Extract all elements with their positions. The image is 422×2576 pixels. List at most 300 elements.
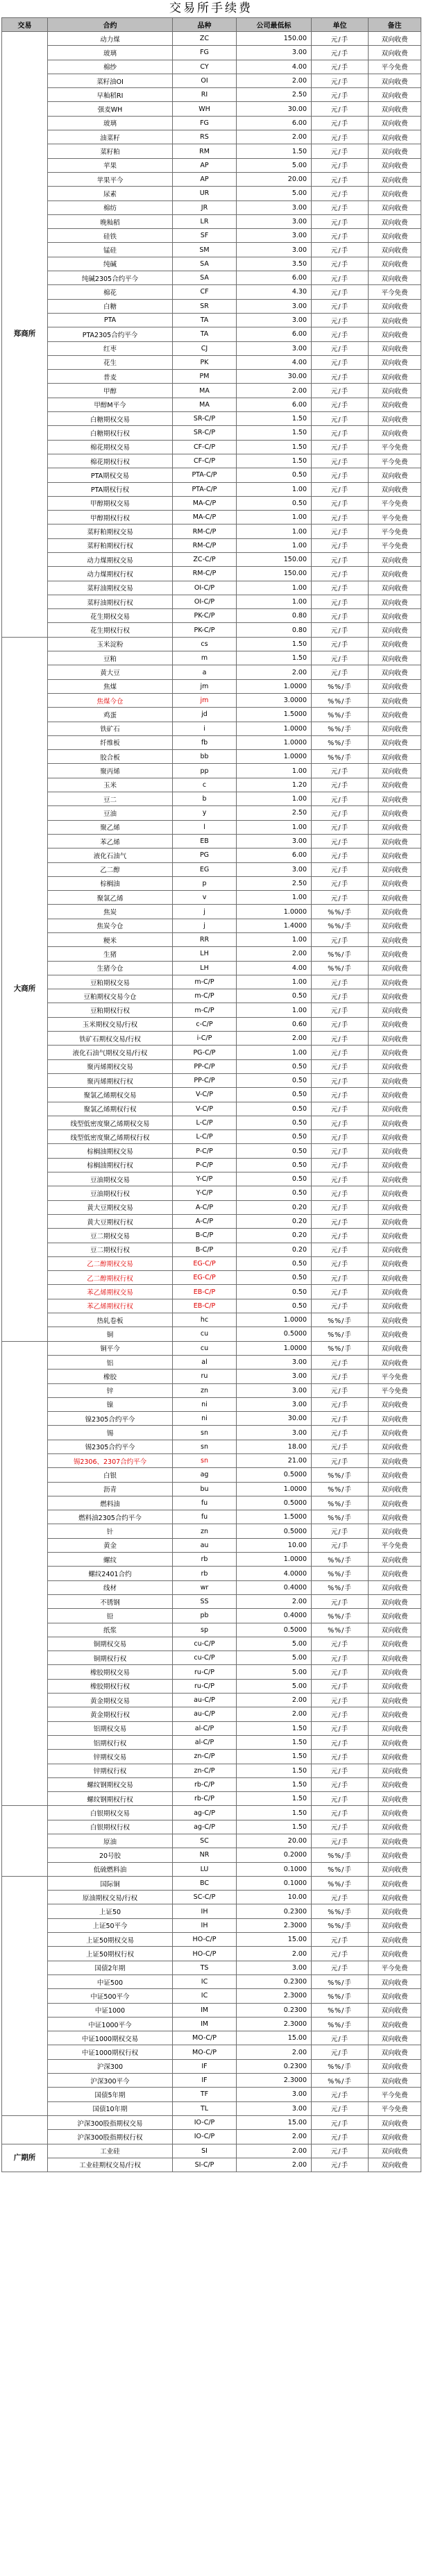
fee-sheet	[1, 0, 421, 2172]
product-code-cell: A-C/P	[173, 1214, 237, 1228]
unit-cell: %%/手	[312, 1496, 369, 1510]
contract-cell: 晚籼稻	[48, 214, 173, 228]
product-code-cell: sn	[173, 1440, 237, 1453]
unit-cell: 元/手	[312, 74, 369, 87]
unit-cell: 元/手	[312, 792, 369, 806]
min-fee-cell: 6.00	[237, 271, 312, 285]
note-cell: 双向收费	[369, 2158, 421, 2172]
min-fee-cell: 15.00	[237, 2115, 312, 2129]
product-code-cell: NR	[173, 1848, 237, 1862]
min-fee-cell: 15.00	[237, 1933, 312, 1947]
table-row	[2, 341, 421, 355]
unit-cell: %%/手	[312, 905, 369, 919]
fee-table	[1, 17, 421, 2172]
contract-cell: 聚氯乙烯	[48, 891, 173, 905]
table-row	[2, 1553, 421, 1567]
table-row	[2, 74, 421, 87]
table-row	[2, 947, 421, 961]
table-row	[2, 2017, 421, 2031]
min-fee-cell: 0.50	[237, 496, 312, 510]
min-fee-cell: 3.00	[237, 1355, 312, 1369]
table-row	[2, 412, 421, 426]
contract-cell: 菜籽粕	[48, 144, 173, 158]
table-row	[2, 679, 421, 693]
min-fee-cell: 0.80	[237, 609, 312, 623]
contract-cell: 黄金期权交易	[48, 1694, 173, 1707]
min-fee-cell: 3.00	[237, 214, 312, 228]
table-row	[2, 440, 421, 454]
note-cell: 双向收费	[369, 187, 421, 201]
table-row	[2, 60, 421, 74]
product-code-cell: P-C/P	[173, 1158, 237, 1172]
table-row	[2, 214, 421, 228]
unit-cell: %%/手	[312, 2059, 369, 2073]
note-cell: 双向收费	[369, 1130, 421, 1144]
unit-cell: 元/手	[312, 271, 369, 285]
unit-cell: 元/手	[312, 398, 369, 411]
table-row	[2, 482, 421, 496]
unit-cell: 元/手	[312, 1834, 369, 1848]
product-code-cell: c-C/P	[173, 1017, 237, 1031]
product-code-cell: bu	[173, 1482, 237, 1496]
unit-cell: 元/手	[312, 1594, 369, 1608]
note-cell: 双向收费	[369, 623, 421, 637]
product-code-cell: V-C/P	[173, 1088, 237, 1102]
note-cell: 双向收费	[369, 1327, 421, 1341]
note-cell: 双向收费	[369, 1862, 421, 1876]
product-code-cell: SA	[173, 257, 237, 271]
table-row	[2, 820, 421, 834]
note-cell: 平今免费	[369, 1961, 421, 1974]
min-fee-cell: 1.0000	[237, 1341, 312, 1355]
product-code-cell: EB-C/P	[173, 1299, 237, 1313]
unit-cell: %%/手	[312, 735, 369, 749]
note-cell: 双向收费	[369, 848, 421, 862]
contract-cell: 棉花期权交易	[48, 440, 173, 454]
product-code-cell: LH	[173, 961, 237, 975]
unit-cell: 元/手	[312, 1538, 369, 1552]
note-cell: 双向收费	[369, 2031, 421, 2045]
product-code-cell: A-C/P	[173, 1200, 237, 1214]
contract-cell: 豆二期权行权	[48, 1243, 173, 1256]
note-cell: 双向收费	[369, 764, 421, 778]
note-cell: 双向收费	[369, 735, 421, 749]
note-cell: 平今免费	[369, 60, 421, 74]
product-code-cell: MA	[173, 384, 237, 398]
note-cell: 双向收费	[369, 412, 421, 426]
min-fee-cell: 0.5000	[237, 1496, 312, 1510]
product-code-cell: m-C/P	[173, 1003, 237, 1017]
min-fee-cell: 1.00	[237, 524, 312, 538]
table-row	[2, 834, 421, 848]
unit-cell: 元/手	[312, 1777, 369, 1791]
unit-cell: 元/手	[312, 1651, 369, 1665]
product-code-cell: ZC-C/P	[173, 552, 237, 566]
product-code-cell: PK-C/P	[173, 623, 237, 637]
note-cell: 双向收费	[369, 1200, 421, 1214]
note-cell: 双向收费	[369, 1412, 421, 1426]
note-cell: 双向收费	[369, 214, 421, 228]
table-row	[2, 1750, 421, 1764]
min-fee-cell: 2.50	[237, 806, 312, 820]
unit-cell: 元/手	[312, 2045, 369, 2059]
table-row	[2, 862, 421, 876]
unit-cell: 元/手	[312, 313, 369, 327]
unit-cell: 元/手	[312, 891, 369, 905]
note-cell: 双向收费	[369, 1891, 421, 1904]
table-row	[2, 2130, 421, 2144]
note-cell: 双向收费	[369, 581, 421, 595]
table-row	[2, 975, 421, 989]
contract-cell: 铜期权交易	[48, 1637, 173, 1650]
min-fee-cell: 2.00	[237, 1032, 312, 1046]
note-cell: 双向收费	[369, 144, 421, 158]
note-cell: 双向收费	[369, 862, 421, 876]
contract-cell: 菜籽油期权行权	[48, 595, 173, 608]
table-row	[2, 806, 421, 820]
note-cell: 双向收费	[369, 1694, 421, 1707]
table-row	[2, 1412, 421, 1426]
contract-cell: 锡	[48, 1426, 173, 1440]
table-row	[2, 792, 421, 806]
unit-cell: 元/手	[312, 482, 369, 496]
table-row	[2, 2115, 421, 2129]
product-code-cell: MA-C/P	[173, 511, 237, 524]
table-row	[2, 1961, 421, 1974]
min-fee-cell: 1.00	[237, 933, 312, 947]
min-fee-cell: 0.50	[237, 1256, 312, 1270]
contract-cell: 中证500	[48, 1974, 173, 1988]
note-cell: 平今免费	[369, 511, 421, 524]
min-fee-cell: 0.5000	[237, 1327, 312, 1341]
note-cell: 双向收费	[369, 806, 421, 820]
min-fee-cell: 0.5000	[237, 1468, 312, 1482]
min-fee-cell: 2.50	[237, 876, 312, 890]
note-cell: 双向收费	[369, 1116, 421, 1129]
min-fee-cell: 3.00	[237, 299, 312, 313]
product-code-cell: PG-C/P	[173, 1046, 237, 1059]
product-code-cell: HO-C/P	[173, 1947, 237, 1961]
note-cell: 双向收费	[369, 1721, 421, 1735]
table-row	[2, 665, 421, 679]
product-code-cell: IM	[173, 2017, 237, 2031]
note-cell: 双向收费	[369, 595, 421, 608]
note-cell: 双向收费	[369, 1186, 421, 1200]
note-cell: 双向收费	[369, 271, 421, 285]
product-code-cell: hc	[173, 1313, 237, 1327]
min-fee-cell: 2.00	[237, 1594, 312, 1608]
table-row	[2, 919, 421, 932]
unit-cell: 元/手	[312, 355, 369, 369]
table-row	[2, 1341, 421, 1355]
note-cell: 双向收费	[369, 1834, 421, 1848]
min-fee-cell: 0.50	[237, 1144, 312, 1158]
note-cell: 双向收费	[369, 1792, 421, 1806]
min-fee-cell: 5.00	[237, 1665, 312, 1679]
min-fee-cell: 6.00	[237, 327, 312, 341]
table-row	[2, 1003, 421, 1017]
min-fee-cell: 2.50	[237, 88, 312, 102]
contract-cell: 国债10年期	[48, 2101, 173, 2115]
unit-cell: %%/手	[312, 750, 369, 764]
unit-cell: %%/手	[312, 708, 369, 722]
unit-cell: 元/手	[312, 2031, 369, 2045]
product-code-cell: al	[173, 1355, 237, 1369]
note-cell: 双向收费	[369, 679, 421, 693]
product-code-cell: cu	[173, 1341, 237, 1355]
unit-cell: %%/手	[312, 693, 369, 707]
header-product: 品种	[173, 18, 237, 32]
product-code-cell: L-C/P	[173, 1116, 237, 1129]
contract-cell: 铝期权行权	[48, 1735, 173, 1749]
unit-cell: 元/手	[312, 1046, 369, 1059]
note-cell: 双向收费	[369, 1989, 421, 2003]
product-code-cell: SF	[173, 229, 237, 243]
product-code-cell: au-C/P	[173, 1707, 237, 1721]
table-row	[2, 722, 421, 735]
product-code-cell: fb	[173, 735, 237, 749]
contract-cell: 苯乙烯	[48, 834, 173, 848]
contract-cell: 中证1000	[48, 2003, 173, 2017]
product-code-cell: ni	[173, 1412, 237, 1426]
note-cell: 双向收费	[369, 1453, 421, 1467]
min-fee-cell: 1.00	[237, 764, 312, 778]
table-row	[2, 1609, 421, 1623]
note-cell: 双向收费	[369, 1637, 421, 1650]
note-cell: 双向收费	[369, 130, 421, 144]
min-fee-cell: 20.00	[237, 1834, 312, 1848]
product-code-cell: EB	[173, 834, 237, 848]
note-cell: 双向收费	[369, 201, 421, 214]
table-row	[2, 961, 421, 975]
note-cell: 双向收费	[369, 1567, 421, 1580]
unit-cell: 元/手	[312, 1721, 369, 1735]
product-code-cell: rb	[173, 1567, 237, 1580]
table-row	[2, 989, 421, 1003]
table-row	[2, 1059, 421, 1073]
header-note: 备注	[369, 18, 421, 32]
table-row	[2, 1918, 421, 1932]
unit-cell: %%/手	[312, 1580, 369, 1594]
unit-cell: 元/手	[312, 1933, 369, 1947]
min-fee-cell: 5.00	[237, 1679, 312, 1693]
min-fee-cell: 1.00	[237, 792, 312, 806]
unit-cell: 元/手	[312, 341, 369, 355]
unit-cell: 元/手	[312, 1017, 369, 1031]
note-cell: 双向收费	[369, 1032, 421, 1046]
unit-cell: %%/手	[312, 1510, 369, 1524]
table-row	[2, 693, 421, 707]
contract-cell: 白银期权行权	[48, 1820, 173, 1834]
contract-cell: 乙二醇	[48, 862, 173, 876]
table-row	[2, 1510, 421, 1524]
product-code-cell: jm	[173, 693, 237, 707]
min-fee-cell: 1.5000	[237, 708, 312, 722]
note-cell: 双向收费	[369, 1073, 421, 1087]
note-cell: 双向收费	[369, 1553, 421, 1567]
contract-cell: 动力煤期权行权	[48, 567, 173, 581]
contract-cell: 上证50期权交易	[48, 1933, 173, 1947]
table-row	[2, 46, 421, 60]
contract-cell: 螺纹	[48, 1553, 173, 1567]
unit-cell: %%/手	[312, 1341, 369, 1355]
unit-cell: %%/手	[312, 1327, 369, 1341]
product-code-cell: PTA-C/P	[173, 482, 237, 496]
contract-cell: 中证1000平今	[48, 2017, 173, 2031]
table-row	[2, 1876, 421, 1890]
unit-cell: 元/手	[312, 1116, 369, 1129]
unit-cell: 元/手	[312, 1130, 369, 1144]
unit-cell: 元/手	[312, 975, 369, 989]
product-code-cell: IO-C/P	[173, 2130, 237, 2144]
contract-cell: 工业硅	[48, 2144, 173, 2158]
min-fee-cell: 0.50	[237, 1271, 312, 1285]
min-fee-cell: 0.50	[237, 1102, 312, 1116]
table-row	[2, 1651, 421, 1665]
table-row	[2, 1229, 421, 1243]
table-row	[2, 1256, 421, 1270]
contract-cell: 橡胶期权行权	[48, 1679, 173, 1693]
table-row	[2, 1735, 421, 1749]
contract-cell: 聚氯乙烯期权交易	[48, 1088, 173, 1102]
table-row	[2, 1580, 421, 1594]
min-fee-cell: 1.50	[237, 651, 312, 665]
contract-cell: 豆油期权行权	[48, 1186, 173, 1200]
header-row	[2, 18, 421, 32]
min-fee-cell: 1.50	[237, 637, 312, 651]
contract-cell: 线材	[48, 1580, 173, 1594]
product-code-cell: SS	[173, 1594, 237, 1608]
contract-cell: 早籼稻RI	[48, 88, 173, 102]
min-fee-cell: 3.00	[237, 229, 312, 243]
note-cell: 双向收费	[369, 341, 421, 355]
contract-cell: 白糖期权行权	[48, 426, 173, 440]
contract-cell: 甲醇期权行权	[48, 511, 173, 524]
table-row	[2, 1355, 421, 1369]
contract-cell: 铜期权行权	[48, 1651, 173, 1665]
contract-cell: 乙二醇期权行权	[48, 1271, 173, 1285]
product-code-cell: FG	[173, 46, 237, 60]
unit-cell: 元/手	[312, 116, 369, 130]
contract-cell: 白糖	[48, 299, 173, 313]
min-fee-cell: 0.50	[237, 1158, 312, 1172]
min-fee-cell: 4.00	[237, 60, 312, 74]
min-fee-cell: 3.00	[237, 201, 312, 214]
contract-cell: 普麦	[48, 370, 173, 384]
product-code-cell: RM-C/P	[173, 524, 237, 538]
unit-cell: %%/手	[312, 961, 369, 975]
table-row	[2, 1538, 421, 1552]
table-row	[2, 1891, 421, 1904]
min-fee-cell: 15.00	[237, 2031, 312, 2045]
min-fee-cell: 10.00	[237, 1538, 312, 1552]
min-fee-cell: 20.00	[237, 172, 312, 186]
product-code-cell: SR-C/P	[173, 426, 237, 440]
contract-cell: 不锈钢	[48, 1594, 173, 1608]
unit-cell: 元/手	[312, 1397, 369, 1411]
exchange-cell: 大商所	[2, 637, 48, 1341]
contract-cell: 苯乙烯期权交易	[48, 1285, 173, 1299]
note-cell: 双向收费	[369, 1974, 421, 1988]
table-row	[2, 1933, 421, 1947]
note-cell: 双向收费	[369, 1299, 421, 1313]
exchange-cell	[2, 1806, 48, 1876]
table-row	[2, 1468, 421, 1482]
product-code-cell: Y-C/P	[173, 1186, 237, 1200]
product-code-cell: zn-C/P	[173, 1764, 237, 1777]
note-cell: 双向收费	[369, 229, 421, 243]
product-code-cell: PTA-C/P	[173, 468, 237, 482]
min-fee-cell: 1.00	[237, 975, 312, 989]
contract-cell: 螺纹钢期权行权	[48, 1792, 173, 1806]
table-row	[2, 623, 421, 637]
contract-cell: 白银期权交易	[48, 1806, 173, 1820]
product-code-cell: CF-C/P	[173, 454, 237, 468]
product-code-cell: AP	[173, 158, 237, 172]
contract-cell: 中证1000期权交易	[48, 2031, 173, 2045]
table-row	[2, 595, 421, 608]
unit-cell: 元/手	[312, 1073, 369, 1087]
contract-cell: 线型低密度聚乙烯期权交易	[48, 1116, 173, 1129]
min-fee-cell: 4.00	[237, 961, 312, 975]
note-cell: 双向收费	[369, 637, 421, 651]
min-fee-cell: 10.00	[237, 1891, 312, 1904]
table-row	[2, 1679, 421, 1693]
min-fee-cell: 0.50	[237, 1130, 312, 1144]
exchange-cell: 郑商所	[2, 32, 48, 638]
unit-cell: 元/手	[312, 1243, 369, 1256]
table-row	[2, 567, 421, 581]
unit-cell: %%/手	[312, 1848, 369, 1862]
unit-cell: 元/手	[312, 623, 369, 637]
product-code-cell: al-C/P	[173, 1735, 237, 1749]
contract-cell: 玻璃	[48, 46, 173, 60]
table-row	[2, 158, 421, 172]
min-fee-cell: 18.00	[237, 1440, 312, 1453]
note-cell: 双向收费	[369, 792, 421, 806]
note-cell: 双向收费	[369, 384, 421, 398]
product-code-cell: m-C/P	[173, 975, 237, 989]
note-cell: 双向收费	[369, 778, 421, 792]
min-fee-cell: 2.00	[237, 947, 312, 961]
min-fee-cell: 1.50	[237, 426, 312, 440]
contract-cell: 铁矿石期权交易/行权	[48, 1032, 173, 1046]
header-unit: 单位	[312, 18, 369, 32]
note-cell: 双向收费	[369, 468, 421, 482]
table-row	[2, 1102, 421, 1116]
contract-cell: 铝	[48, 1355, 173, 1369]
exchange-cell	[2, 1341, 48, 1806]
table-row	[2, 116, 421, 130]
product-code-cell: pp	[173, 764, 237, 778]
unit-cell: 元/手	[312, 384, 369, 398]
min-fee-cell: 0.50	[237, 1172, 312, 1186]
unit-cell: 元/手	[312, 60, 369, 74]
note-cell: 双向收费	[369, 1496, 421, 1510]
note-cell: 双向收费	[369, 933, 421, 947]
min-fee-cell: 1.00	[237, 891, 312, 905]
unit-cell: 元/手	[312, 1214, 369, 1228]
table-row	[2, 1665, 421, 1679]
product-code-cell: SR	[173, 299, 237, 313]
contract-cell: 铁矿石	[48, 722, 173, 735]
table-row	[2, 637, 421, 651]
table-row	[2, 187, 421, 201]
min-fee-cell: 1.20	[237, 778, 312, 792]
min-fee-cell: 1.0000	[237, 722, 312, 735]
unit-cell: 元/手	[312, 1158, 369, 1172]
table-row	[2, 271, 421, 285]
